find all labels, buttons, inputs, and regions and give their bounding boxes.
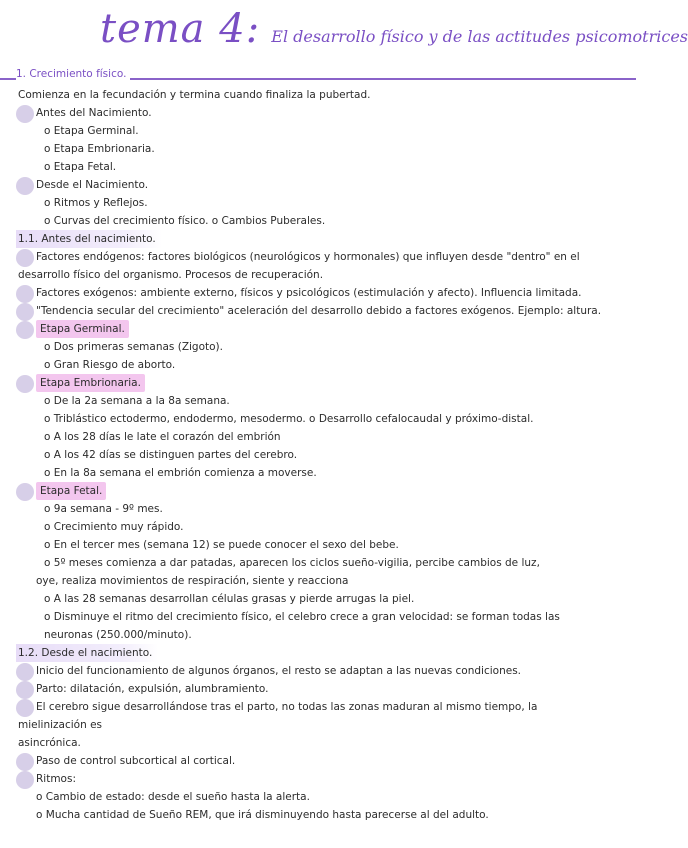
sub-item: o A los 28 días le late el corazón del embrión [44, 431, 281, 443]
text-line: desarrollo físico del organismo. Procesos de recuperación. [18, 269, 324, 281]
sub-item: o Curvas del crecimiento físico. o Cambios Puberales. [44, 215, 326, 227]
sub-item: o Etapa Fetal. [44, 161, 117, 173]
title-main: tema 4: [100, 6, 261, 52]
section-heading-1: 1. Crecimiento físico. [16, 68, 130, 80]
bullet-item: "Tendencia secular del crecimiento" aceleración del desarrollo debido a factores exógenos. Ejemplo: altura. [0, 302, 636, 320]
bullet-item [0, 320, 636, 338]
bullet-item [0, 482, 636, 500]
sub-item: o 5º meses comienza a dar patadas, aparecen los ciclos sueño-vigilia, percibe cambios de luz, [44, 557, 540, 569]
sub-item: o Crecimiento muy rápido. [44, 521, 184, 533]
text-line: asincrónica. [18, 737, 81, 749]
bullet-dot-icon [16, 663, 34, 681]
bullet-dot-icon [16, 753, 34, 771]
bullet-item [0, 374, 636, 392]
sub-item: o A las 28 semanas desarrollan células grasas y pierde arrugas la piel. [44, 593, 415, 605]
sub-item: o Gran Riesgo de aborto. [44, 359, 176, 371]
text-line: mielinización es [18, 719, 102, 731]
sub-item: o Dos primeras semanas (Zigoto). [44, 341, 223, 353]
bullet-item: Inicio del funcionamiento de algunos órganos, el resto se adaptan a las nuevas condiciones. [0, 662, 636, 680]
subsection-heading: 1.2. Desde el nacimiento. [0, 644, 636, 662]
sub-item: o Etapa Embrionaria. [44, 143, 155, 155]
bullet-item: Parto: dilatación, expulsión, alumbramiento. [0, 680, 636, 698]
bullet-item: El cerebro sigue desarrollándose tras el parto, no todas las zonas maduran al mismo tiempo, la [0, 698, 636, 716]
sub-item: o Cambio de estado: desde el sueño hasta la alerta. [36, 791, 310, 803]
sub-item: o En la 8a semana el embrión comienza a moverse. [44, 467, 317, 479]
bullet-dot-icon [16, 681, 34, 699]
sub-item-continued: neuronas (250.000/minuto). [44, 629, 192, 641]
sub-item: o De la 2a semana a la 8a semana. [44, 395, 230, 407]
notes-body [0, 86, 636, 824]
bullet-item: Paso de control subcortical al cortical. [0, 752, 636, 770]
highlighted-heading: Etapa Germinal. [36, 320, 129, 338]
bullet-item: Desde el Nacimiento. [0, 176, 636, 194]
bullet-dot-icon [16, 177, 34, 195]
bullet-item: Ritmos: [0, 770, 636, 788]
sub-item: o Triblástico ectodermo, endodermo, mesodermo. o Desarrollo cefalocaudal y próximo-distal. [44, 413, 534, 425]
bullet-dot-icon [16, 771, 34, 789]
bullet-dot-icon [16, 483, 34, 501]
title-subtitle: El desarrollo físico y de las actitudes psicomotrices [271, 27, 688, 46]
bullet-item: Factores exógenos: ambiente externo, físicos y psicológicos (estimulación y afecto). Influencia limitada. [0, 284, 636, 302]
sub-item: o Disminuye el ritmo del crecimiento físico, el celebro crece a gran velocidad: se forman todas las [44, 611, 560, 623]
bullet-item: Factores endógenos: factores biológicos (neurológicos y hormonales) que influyen desde "dentro" en el [0, 248, 636, 266]
bullet-dot-icon [16, 303, 34, 321]
bullet-dot-icon [16, 699, 34, 717]
sub-item-continued: oye, realiza movimientos de respiración, siente y reacciona [36, 575, 349, 587]
bullet-dot-icon [16, 375, 34, 393]
bullet-dot-icon [16, 105, 34, 123]
sub-item: o 9a semana - 9º mes. [44, 503, 163, 515]
page-title [100, 6, 688, 52]
sub-item: o A los 42 días se distinguen partes del cerebro. [44, 449, 298, 461]
bullet-dot-icon [16, 321, 34, 339]
sub-item: o Etapa Germinal. [44, 125, 139, 137]
sub-item: o En el tercer mes (semana 12) se puede conocer el sexo del bebe. [44, 539, 399, 551]
highlighted-heading: Etapa Fetal. [36, 482, 106, 500]
highlighted-heading: Etapa Embrionaria. [36, 374, 145, 392]
sub-item: o Mucha cantidad de Sueño REM, que irá disminuyendo hasta parecerse al del adulto. [36, 809, 489, 821]
bullet-item: Antes del Nacimiento. [0, 104, 636, 122]
bullet-dot-icon [16, 285, 34, 303]
subsection-heading: 1.1. Antes del nacimiento. [0, 230, 636, 248]
bullet-dot-icon [16, 249, 34, 267]
sub-item: o Ritmos y Reflejos. [44, 197, 148, 209]
text-line: Comienza en la fecundación y termina cuando finaliza la pubertad. [18, 89, 371, 101]
